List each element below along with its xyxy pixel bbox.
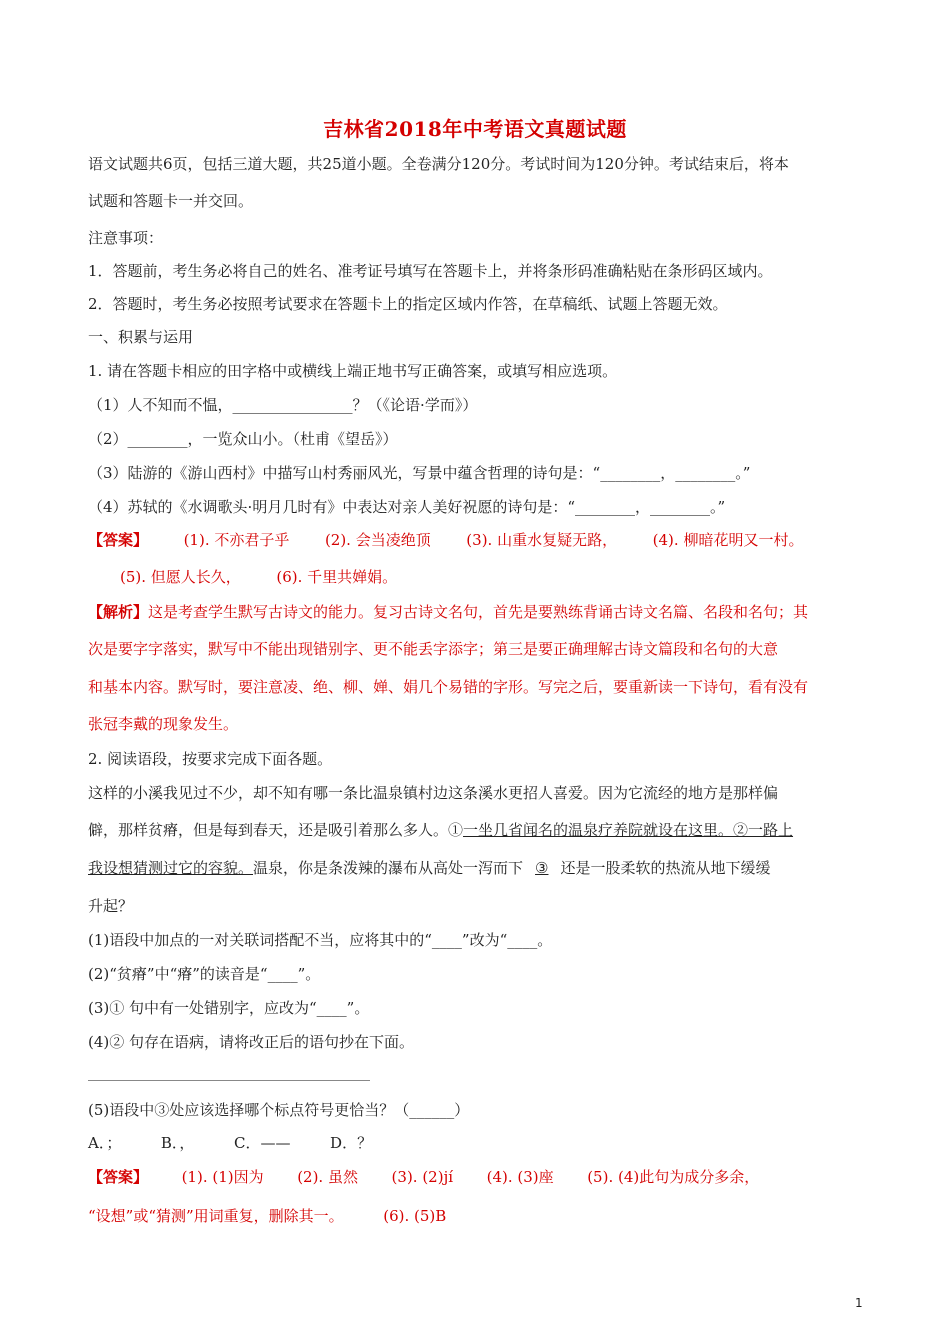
q2-sub-1: (1)语段中加点的一对关联词搭配不当，应将其中的“____”改为“____。 bbox=[88, 931, 553, 949]
answer-label: 【答案】 bbox=[88, 1168, 149, 1186]
q2-sub-4: (4)② 句存在语病，请将改正后的语句抄在下面。 bbox=[88, 1033, 415, 1051]
q2-passage-line-1: 这样的小溪我见过不少，却不知有哪一条比温泉镇村边这条溪水更招人喜爱。因为它流经的地方是那样偏 bbox=[88, 784, 779, 802]
q2-passage-line-3 bbox=[88, 858, 771, 878]
q1-answer-line-1 bbox=[88, 530, 803, 550]
q1-analysis-line-2: 次是要字字落实，默写中不能出现错别字、更不能丢字添字；第三是要正确理解古诗文篇段和名句的大意 bbox=[88, 640, 779, 658]
answer-item: (3). (2)jí bbox=[391, 1168, 454, 1186]
intro-line-2: 试题和答题卡一并交回。 bbox=[88, 192, 254, 210]
passage-underlined-text: 一坐几省闻名的温泉疗养院就设在这里。②一路上 bbox=[463, 821, 794, 839]
option-d: D．？ bbox=[330, 1134, 373, 1152]
q2-passage-line-4: 升起？ bbox=[88, 897, 134, 915]
page-number: 1 bbox=[855, 1296, 863, 1310]
answer-item: (6). 千里共婵娟。 bbox=[276, 568, 398, 586]
q2-sub-3: (3)① 句中有一处错别字，应改为“____”。 bbox=[88, 999, 370, 1017]
blank-marker: ③ bbox=[535, 859, 549, 877]
notice-heading: 注意事项： bbox=[88, 229, 164, 247]
option-a: A．； bbox=[88, 1134, 122, 1152]
notice-item-2: 2．答题时，考生务必按照考试要求在答题卡上的指定区域内作答，在草稿纸、试题上答题无效。 bbox=[88, 295, 728, 313]
answer-item: (3). 山重水复疑无路， bbox=[466, 531, 618, 549]
q1-analysis-line-4: 张冠李戴的现象发生。 bbox=[88, 715, 239, 733]
intro-line-1: 语文试题共6页，包括三道大题，共25道小题。全卷满分120分。考试时间为120分钟。考试结束后，将本 bbox=[88, 155, 789, 173]
q2-passage-line-2 bbox=[88, 820, 793, 840]
answer-item: “设想”或“猜测”用词重复，删除其一。 bbox=[88, 1207, 344, 1225]
passage-underlined-text: 我设想猜测过它的容貌。 bbox=[88, 859, 254, 877]
notice-item-1: 1．答题前，考生务必将自己的姓名、准考证号填写在答题卡上，并将条形码准确粘贴在条形码区域内。 bbox=[88, 262, 773, 280]
option-b: B．， bbox=[160, 1134, 195, 1152]
q1-stem: 1. 请在答题卡相应的田字格中或横线上端正地书写正确答案，或填写相应选项。 bbox=[88, 362, 618, 380]
page-title: 吉林省2018年中考语文真题试题 bbox=[323, 117, 627, 141]
q1-sub-2: （2）________，一览众山小。（杜甫《望岳》） bbox=[88, 430, 398, 448]
answer-item: (6). (5)B bbox=[383, 1207, 447, 1225]
passage-text: 僻，那样贫瘠，但是每到春天，还是吸引着那么多人。① bbox=[88, 821, 464, 839]
answer-item: (4). (3)座 bbox=[486, 1168, 554, 1186]
q1-sub-1: （1）人不知而不愠，________________？（《论语·学而》） bbox=[88, 396, 478, 414]
answer-item: (1). (1)因为 bbox=[181, 1168, 264, 1186]
answer-item: (2). 虽然 bbox=[297, 1168, 358, 1186]
analysis-text: 这是考查学生默写古诗文的能力。复习古诗文名句，首先是要熟练背诵古诗文名篇、名段和名句；其 bbox=[148, 603, 809, 621]
q2-options bbox=[88, 1133, 372, 1153]
option-c: C．—— bbox=[234, 1134, 291, 1152]
answer-item: (5). (4)此句为成分多余， bbox=[587, 1168, 760, 1186]
passage-text: 温泉，你是条泼辣的瀑布从高处一泻而下 bbox=[253, 859, 524, 877]
q1-sub-4: （4）苏轼的《水调歌头·明月几时有》中表达对亲人美好祝愿的诗句是：“________，________。” bbox=[88, 498, 726, 516]
answer-blank-line bbox=[88, 1080, 370, 1081]
analysis-label: 【解析】 bbox=[88, 603, 149, 621]
q2-stem: 2. 阅读语段，按要求完成下面各题。 bbox=[88, 750, 333, 768]
q1-sub-3: （3）陆游的《游山西村》中描写山村秀丽风光，写景中蕴含哲理的诗句是：“________，________。” bbox=[88, 464, 751, 482]
answer-item: (4). 柳暗花明又一村。 bbox=[652, 531, 804, 549]
q2-sub-5: (5)语段中③处应该选择哪个标点符号更恰当？（______） bbox=[88, 1101, 470, 1119]
passage-text: 还是一股柔软的热流从地下缓缓 bbox=[560, 859, 771, 877]
answer-item: (5). 但愿人长久， bbox=[120, 568, 241, 586]
answer-label: 【答案】 bbox=[88, 531, 149, 549]
q1-answer-line-2 bbox=[120, 567, 397, 587]
q1-analysis-line-3: 和基本内容。默写时，要注意凌、绝、柳、婵、娟几个易错的字形。写完之后，要重新读一下诗句，看有没有 bbox=[88, 678, 809, 696]
answer-item: (2). 会当凌绝顶 bbox=[324, 531, 431, 549]
section-heading: 一、积累与运用 bbox=[88, 328, 194, 346]
answer-item: (1). 不亦君子乎 bbox=[183, 531, 290, 549]
q2-answer-line-1 bbox=[88, 1167, 759, 1187]
q2-answer-line-2 bbox=[88, 1206, 446, 1226]
q1-analysis-line-1 bbox=[88, 602, 808, 622]
q2-sub-2: (2)“贫瘠”中“瘠”的读音是“____”。 bbox=[88, 965, 321, 983]
